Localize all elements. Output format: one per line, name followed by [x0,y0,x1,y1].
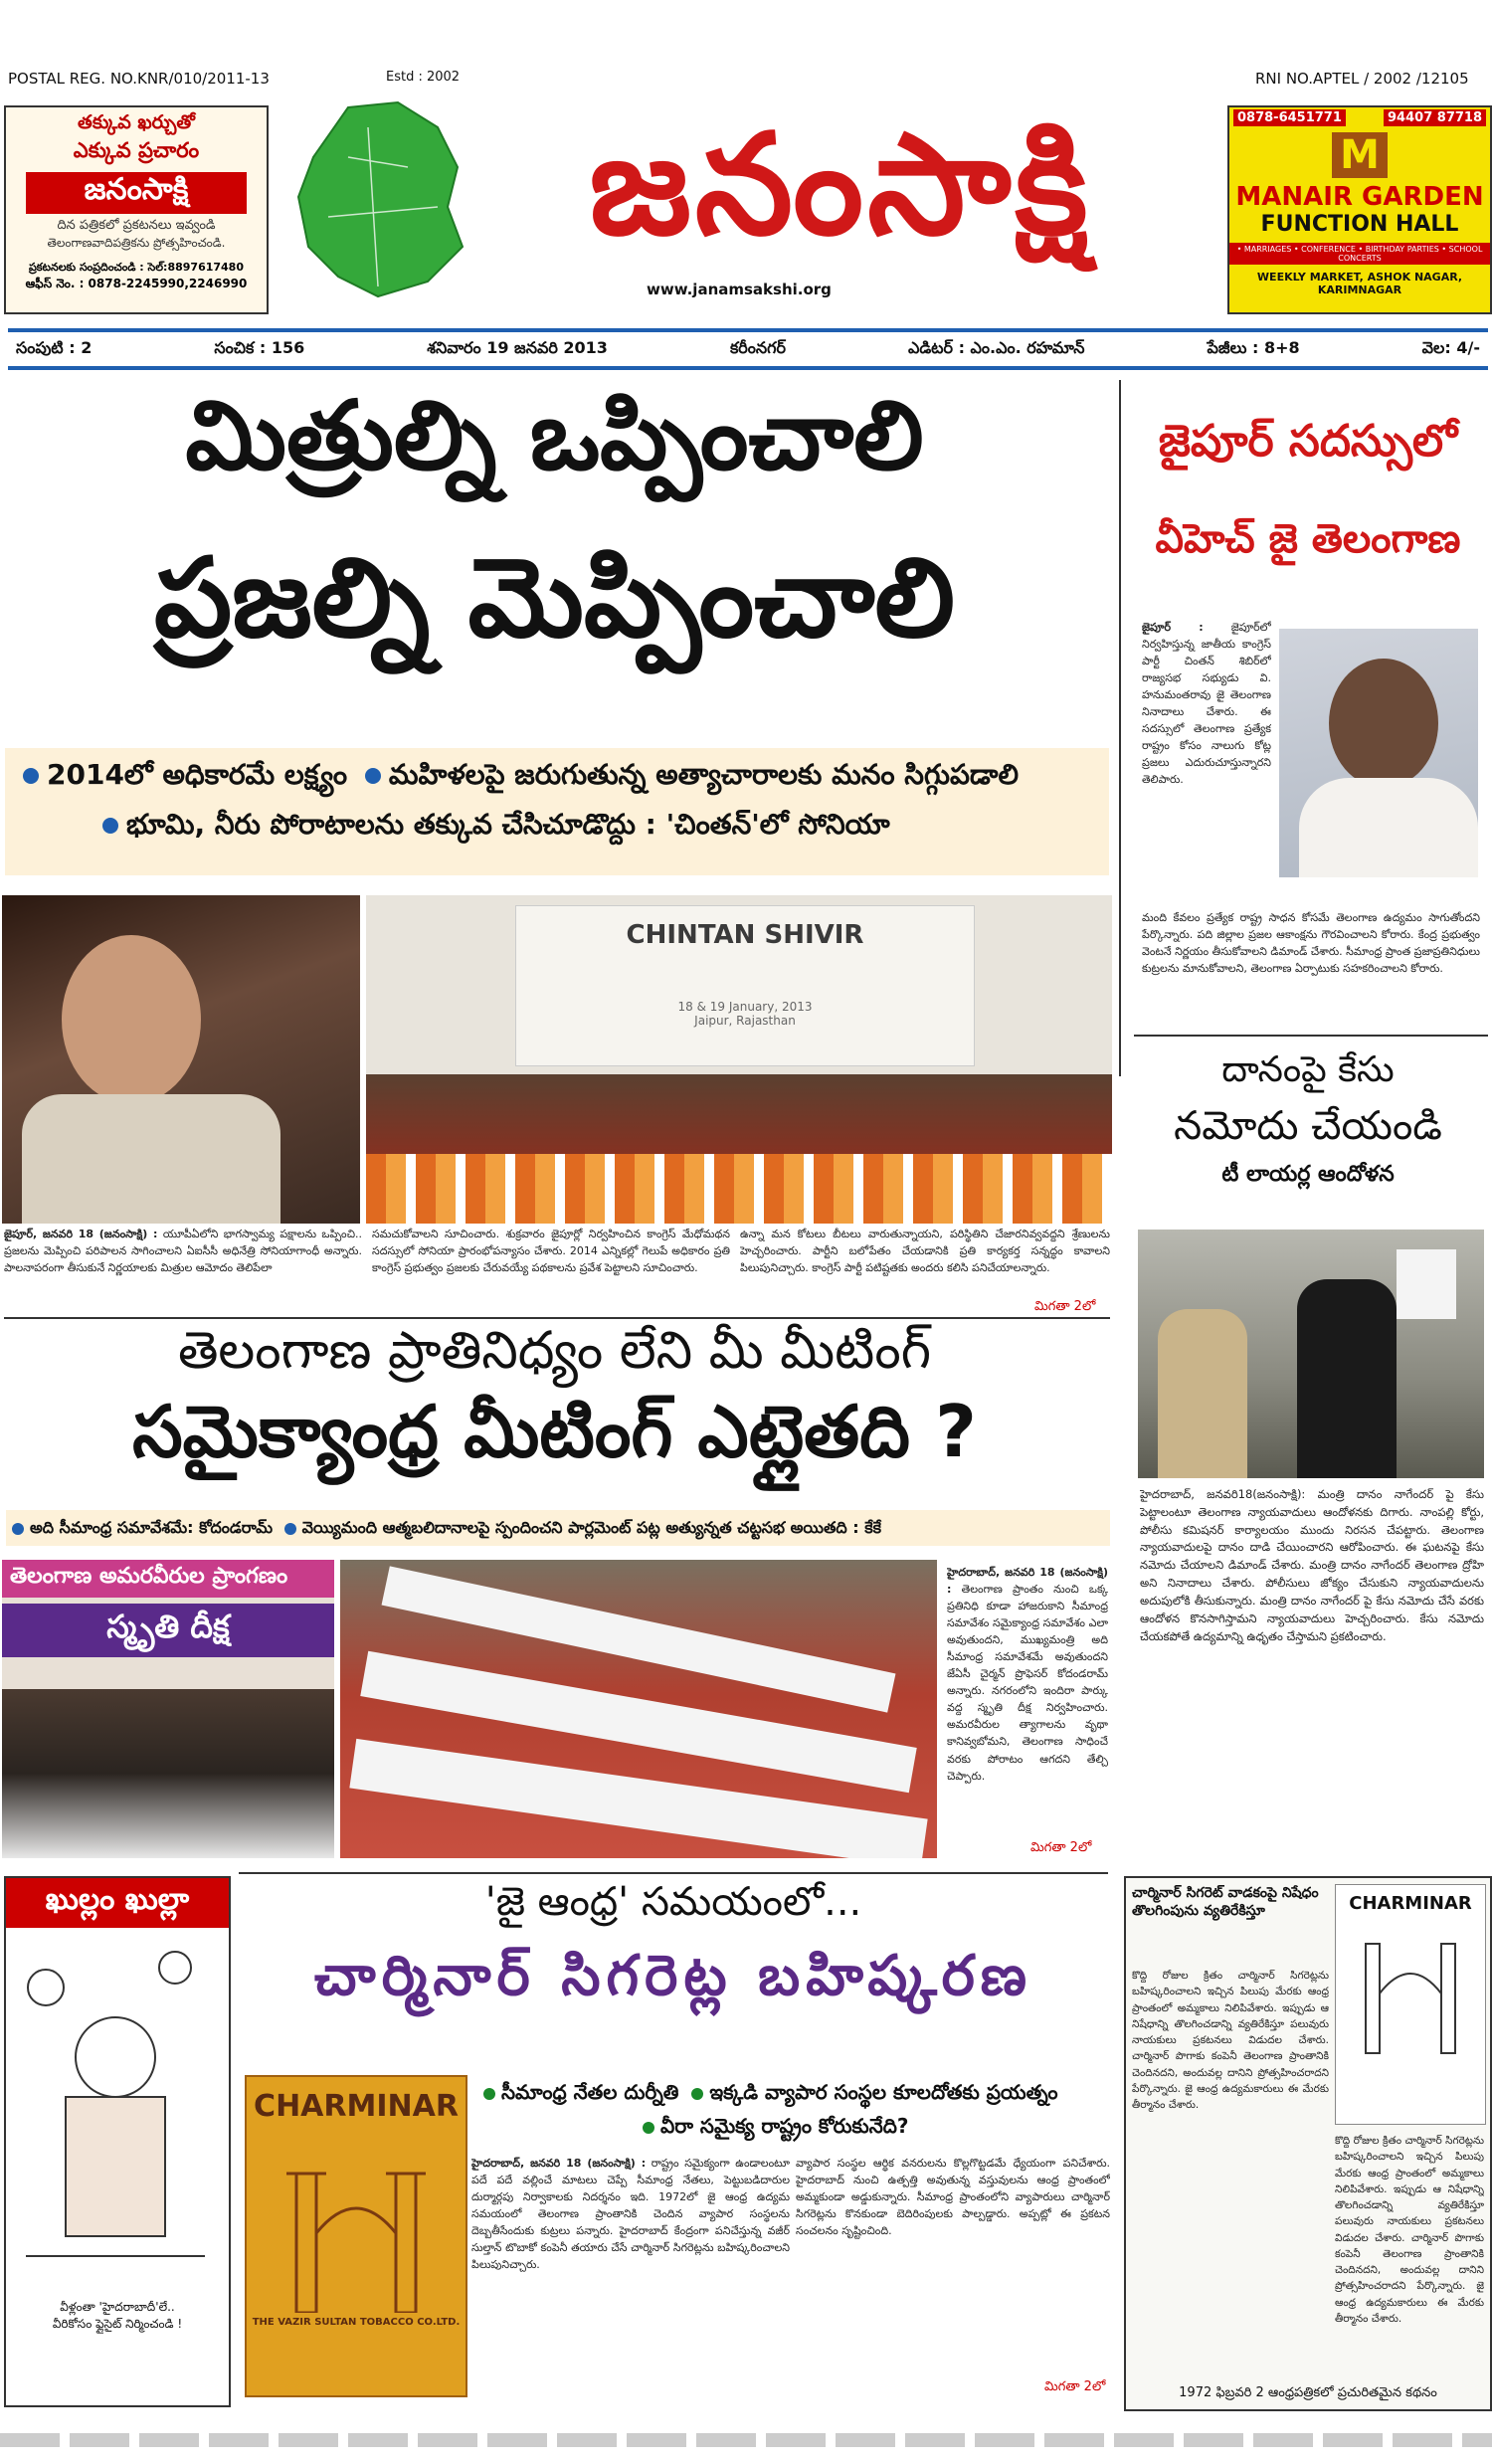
charminar-body-col2: వ్యాపార సంస్థల ఆర్థిక వనరులను కొల్లగొట్టడమే ధ్యేయంగా పనిచేశారు. హైదరాబాద్ నుంచి ఉత్పత్తి అవుతున్న వస్తువులను ఆంధ్ర ప్రాంతంలో అమ్మకుండా అడ్డుకున్నారు. సీమాంధ్ర ప్రాంతంలోని వ్యాపారులు చార్మినార్ సిగరెట్లను కొనకుండా బెదిరింపులకు పాల్పడ్డారు. అప్పట్లో ఈ ప్రకటన సంచలనం సృష్టించింది. [796,2157,1110,2238]
clipping-pack-label: CHARMINAR [1349,1893,1472,1914]
postal-reg: POSTAL REG. NO.KNR/010/2011-13 [8,70,270,88]
bullet-icon [12,1523,24,1535]
dateline-bar [8,328,1488,370]
lead-body-col3: ఉన్నా మన కోటలు బీటలు వారుతున్నాయని, పరిస్థితిని చేజారనివ్వవద్దని శ్రేణులను హెచ్చరించారు. పార్టీని బలోపేతం చేయడానికి ప్రతి కార్యకర్త సన్నద్ధం కావాలని పిలుపునిచ్చారు. కాంగ్రెస్ పార్టీ పటిష్టతకు అందరు కలిసి పనిచేయాలన్నారు. [740,1228,1110,1275]
cartoon-title: ఖుల్లం ఖుల్లా [6,1878,229,1928]
charminar-continued: మిగతా 2లో [1044,2379,1106,2394]
charminar-headline: చార్మినార్ సిగరెట్ల బహిష్కరణ [313,1943,1033,2008]
ad-line2: ఎక్కువ ప్రచారం [73,138,200,162]
ad-office: ఆఫీస్ నెం. : 0878-2245990,2246990 [25,277,248,290]
charminar-monument-icon [277,2134,436,2313]
charminar-monument-icon [1351,1914,1470,2063]
side1-headline-2: వీహెచ్ జై తెలంగాణ [1155,515,1461,562]
charminar-sub-2: ఇక్కడి వ్యాపార సంస్థల కూలదోతకు ప్రయత్నం [709,2080,1058,2104]
lead-body-col2: సమచుకోవాలని సూచించారు. శుక్రవారం జైపూర్లో నిర్వహించిన కాంగ్రెస్ మేధోమథన సదస్సులో సోనియా ప్రారంభోపన్యాసం చేశారు. 2014 ఎన్నికల్లో గెలుపే అధికారం ప్రతి కాంగ్రెస్ ప్రభుత్వం ప్రజలకు చేరువయ్యే పథకాలను ప్రవేశ పెట్టాలని సూచించారు. [372,1228,730,1275]
second-body: తెలంగాణ ప్రాంతం నుంచి ఒక్క ప్రతినిధి కూడా హాజరుకాని సీమాంధ్ర సమావేశం సమైక్యాంధ్ర సమావేశం ఎలా అవుతుందని, ముఖ్యమంత్రి అది సీమాంధ్ర సమావేశమే అవుతుందని జేఏసీ చైర్మన్ ప్రొఫెసర్ కోదండరామ్ అన్నారు. నగరంలోని ఇందిరా పార్కు వద్ద స్మృతి దీక్ష నిర్వహించారు. అమరవీరుల త్యాగాలను వృథా కానివ్వబోమని, తెలంగాణ సాధించే వరకు పోరాటం ఆగదని తేల్చి చెప్పారు. [947,1583,1108,1783]
charminar-sub-1: సీమాంధ్ర నేతల దుర్నీతి [501,2080,679,2104]
second-continued: మిగతా 2లో [1030,1840,1092,1855]
clipping-pack-image [1335,1884,1486,2125]
side2-sub: టీ లాయర్ల ఆందోళన [1221,1162,1395,1187]
banner-place: Jaipur, Rajasthan [694,1014,796,1028]
ad-line3: దిన పత్రికలో ప్రకటనలు ఇవ్వండి [57,218,216,233]
archive-clipping [1124,1876,1492,2411]
bullet-icon [23,768,39,784]
pack-label: CHARMINAR [254,2089,459,2124]
ad-services: • MARRIAGES • CONFERENCE • BIRTHDAY PARTIES • SCHOOL CONCERTS [1229,243,1490,265]
ad-phone1: 0878-6451771 [1233,109,1346,126]
side2-body: హైదరాబాద్, జనవరి18(జనంసాక్షి): మంత్రి దానం నాగేందర్ పై కేసు పెట్టాలంటూ తెలంగాణ న్యాయవాదులు ఆందోళనకు దిగారు. నాంపల్లి కోర్టు, పోలీసు కమిషనర్ కార్యాలయం ముందు నిరసన చేపట్టారు. తెలంగాణ న్యాయవాదులపై దానం దాడి చేయించారని ఆరోపించారు. ఈ ఘటనపై కేసు నమోదు చేయాలని డిమాండ్ చేశారు. మంత్రి దానం నాగేందర్ తెలంగాణ ద్రోహి అని నినాదాలు చేశారు. పోలీసులు జోక్యం చేసుకుని న్యాయవాదులను అదుపులోకి తీసుకున్నారు. మంత్రి దానం నాగేందర్ పై కేసు నమోదు చేసే వరకు ఆందోళన కొనసాగిస్తామని న్యాయవాదులు హెచ్చరించారు. కేసు నమోదు చేయకపోతే ఉద్యమాన్ని ఉధృతం చేస్తామని ప్రకటించారు. [1140,1487,1484,1643]
charminar-subheads [477,2075,1114,2143]
cartoon-caption-2: వీరికోసం ఫ్లైసైట్ నిర్మించండి ! [52,2317,183,2331]
side1-body-left-text: జైపూర్‌లో నిర్వహిస్తున్న జాతీయ కాంగ్రెస్ పార్టీ చింతన్ శిబిర్‌లో రాజ్యసభ సభ్యుడు వి. హనుమంతరావు జై తెలంగాణ నినాదాలు చేశారు. ఈ సదస్సులో తెలంగాణ ప్రత్యేక రాష్ట్రం కోసం నాలుగు కోట్ల ప్రజలు ఎదురుచూస్తున్నారని తెలిపారు. [1142,621,1271,787]
second-subheads [6,1510,1110,1546]
manair-logo-icon: M [1332,132,1388,178]
sonia-gandhi-photo [2,895,360,1224]
bullet-icon [284,1523,296,1535]
side1-headline-1: జైపూర్ సదస్సులో [1158,416,1458,467]
charminar-body-col1 [471,2155,790,2403]
ad-venue-sub: FUNCTION HALL [1260,212,1459,237]
lead-sub-1a: 2014లో అధికారమే లక్ష్యం [47,758,348,791]
telangana-map-icon [288,97,467,306]
ad-contact: ప్రకటనలకు సంప్రదించండి : సెల్:8897617480 [28,261,244,274]
pack-maker: THE VAZIR SULTAN TOBACCO CO.LTD. [252,2317,461,2328]
bullet-icon [483,2088,495,2100]
newspaper-title: జనంసాక్షి [589,104,1092,267]
place: కరీంనగర్ [729,337,786,357]
charminar-sub-3: వీరా సమైక్య రాష్ట్రం కోరుకునేది? [660,2114,909,2138]
lawyers-protest-photo [1138,1230,1484,1478]
rni-number: RNI NO.APTEL / 2002 /12105 [1255,70,1469,88]
divider [239,1872,1108,1874]
second-body-col [947,1564,1108,1858]
lead-headline-2: ప్రజల్ని మెప్పించాలి [153,533,956,662]
banner-date: 18 & 19 January, 2013 [677,1000,813,1014]
clipping-title: చార్మినార్ సిగరెట్ వాడకంపై నిషేధం తొలగింపును వ్యతిరేకిస్తూ [1132,1885,1319,1920]
price: వెల: 4/- [1421,337,1480,357]
cartoon-drawing-icon [6,1928,229,2296]
divider [1134,1035,1488,1037]
side1-body: మంది కేవలం ప్రత్యేక రాష్ట్ర సాధన కోసమే తెలంగాణ ఉద్యమం సాగుతోందని పేర్కొన్నారు. పది జిల్లాల ప్రజల ఆకాంక్షను గౌరవించాలని కోరారు. కేంద్ర ప్రభుత్వం వెంటనే నిర్ణయం తీసుకోవాలని డిమాండ్ చేశారు. సీమాంధ్ర ప్రాంత ప్రజాప్రతినిధులు కుట్రలను మానుకోవాలని, తెలంగాణ ఏర్పాటుకు సహకరించాలని కోరారు. [1142,911,1480,976]
smruti-deeksha-photo [2,1560,334,1858]
lead-body-col1 [4,1226,362,1315]
second-sub-2: వెయ్యిమంది ఆత్మబలిదానాలపై స్పందించని పార్లమెంట్ పట్ల అత్యున్నత చట్టసభ అయితది : కేకే [301,1518,881,1537]
side1-dateline: జైపూర్ : [1142,621,1204,634]
pages: పేజీలు : 8+8 [1207,337,1300,357]
bullet-icon [643,2122,654,2134]
side1-body-left [1142,619,1271,907]
bullet-icon [691,2088,703,2100]
volume: సంపుటి : 2 [16,337,93,357]
chintan-shivir-photo [366,895,1112,1224]
bullet-icon [365,768,381,784]
left-advert [4,105,269,314]
second-dateline: హైదరాబాద్, జనవరి 18 (జనంసాక్షి) : [947,1566,1108,1597]
cartoon-box [4,1876,231,2407]
vh-photo [1279,629,1478,877]
lead-headline-1: మిత్రుల్ని ఒప్పించాలి [185,379,924,491]
ad-brand: జనంసాక్షి [26,172,247,214]
website-link[interactable]: www.janamsakshi.org [647,281,832,298]
ad-address: WEEKLY MARKET, ASHOK NAGAR, KARIMNAGAR [1256,271,1463,296]
cartoon-caption-1: వీళ్లంతా 'హైదరాబాదీ'లే.. [60,2300,175,2314]
print-registration-strip [0,2433,1492,2447]
lead-continued: మిగతా 2లో [1034,1299,1096,1314]
side2-headline-2: నమోదు చేయండి [1174,1103,1442,1149]
lead-sub-1b: మహిళలపై జరుగుతున్న అత్యాచారాలకు మనం సిగ్గుపడాలి [388,758,1019,791]
photo-banner-1: తెలంగాణ అమరవీరుల ప్రాంగణం [2,1560,334,1598]
lead-dateline: జైపూర్, జనవరి 18 (జనంసాక్షి) : [4,1228,158,1240]
charminar-kicker: 'జై ఆంధ్ర' సమయంలో... [484,1879,862,1925]
charminar-pack-image [245,2075,467,2397]
ad-venue-name: MANAIR GARDEN [1235,182,1484,212]
second-sub-1: అది సీమాంధ్ర సమావేశమే: కోదండరామ్ [30,1518,274,1537]
second-headline-2: సమైక్యాంధ్ర మీటింగ్ ఎట్లైతది ? [132,1390,977,1473]
clipping-body-right: కొద్ది రోజుల క్రితం చార్మినార్ సిగరెట్లను బహిష్కరించాలని ఇచ్చిన పిలుపు మేరకు ఆంధ్ర ప్రాంతంలో అమ్మకాలు నిలిపివేశారు. ఇప్పుడు ఆ నిషేధాన్ని తొలగించడాన్ని వ్యతిరేకిస్తూ పలువురు నాయకులు ప్రకటనలు విడుదల చేశారు. చార్మినార్ పొగాకు కంపెనీ తెలంగాణ ప్రాంతానికి చెందినదని, అందువల్ల దానిని ప్రోత్సహించరాదని పేర్కొన్నారు. జై ఆంధ్ర ఉద్యమకారులు ఈ మేరకు తీర్మానం చేశారు. [1335,2135,1484,2325]
ad-line1: తక్కువ ఖర్చుతో [78,111,195,133]
clipping-caption: 1972 ఫిబ్రవరి 2 ఆంధ్రపత్రికలో ప్రచురితమైన కథనం [1179,2385,1437,2400]
clipping-body-left: కొద్ది రోజుల క్రితం చార్మినార్ సిగరెట్లను బహిష్కరించాలని ఇచ్చిన పిలుపు మేరకు ఆంధ్ర ప్రాంతంలో అమ్మకాలు నిలిపివేశారు. ఇప్పుడు ఆ నిషేధాన్ని తొలగించడాన్ని వ్యతిరేకిస్తూ పలువురు నాయకులు ప్రకటనలు విడుదల చేశారు. చార్మినార్ పొగాకు కంపెనీ తెలంగాణ ప్రాంతానికి చెందినదని, అందువల్ల దానిని ప్రోత్సహించరాదని పేర్కొన్నారు. జై ఆంధ్ర ఉద్యమకారులు ఈ మేరకు తీర్మానం చేశారు. [1132,1970,1329,2112]
editor: ఎడిటర్ : ఎం.ఎం. రహమాన్ [907,337,1085,357]
charminar-dateline: హైదరాబాద్, జనవరి 18 (జనంసాక్షి) : [471,2157,647,2170]
divider [4,1317,1110,1319]
lead-body-1: యూపీఏలోని భాగస్వామ్య పక్షాలను ఒప్పించి.. ప్రజలను మెప్పించి పరిపాలన సాగించాలని ఏఐసీసీ అధినేత్రి సోనియాగాంధీ అన్నారు. పాలనాపరంగా తీసుకునే నిర్ణయాలకు మిత్రుల ఆమోదం తెలిపేలా [4,1228,362,1275]
martyrs-tribute-photo [340,1560,937,1858]
lead-subheads [5,748,1109,875]
bullet-icon [102,818,118,834]
right-advert [1227,105,1492,314]
side2-headline-1: దానంపై కేసు [1221,1049,1395,1090]
lead-sub-2: భూమి, నీరు పోరాటాలను తక్కువ చేసిచూడొద్దు : 'చింతన్'లో సోనియా [126,808,890,841]
issue-date: శనివారం 19 జనవరి 2013 [427,337,608,357]
charminar-body: రాష్ట్రం సమైక్యంగా ఉండాలంటూ పదే పదే వల్లించే మాటలు చెప్పే సీమాంధ్ర నేతలు, పెట్టుబడిదారుల దుర్మార్గపు నిర్వాకాలకు నిదర్శనం ఇది. 1972లో జై ఆంధ్ర ఉద్యమ సమయంలో తెలంగాణ ప్రాంతానికి చెందిన వ్యాపార సంస్థలను దెబ్బతీసేందుకు కుట్రలు పన్నారు. హైదరాబాద్ కేంద్రంగా పనిచేస్తున్న వజీర్ సుల్తాన్ టొబాకో కంపెనీ తయారు చేసే చార్మినార్ సిగరెట్లను బహిష్కరించాలని పిలుపునిచ్చారు. [471,2157,790,2272]
ad-phone2: 94407 87718 [1384,109,1486,126]
estd: Estd : 2002 [386,70,461,85]
ad-line4: తెలంగాణవాదిపత్రికను ప్రోత్సహించండి. [47,236,226,250]
second-headline-1: తెలంగాణ ప్రాతినిధ్యం లేని మీ మీటింగ్ [177,1321,932,1381]
issue: సంచిక : 156 [214,337,305,357]
banner-title: CHINTAN SHIVIR [626,920,864,950]
photo-banner-2: స్మృతి దీక్ష [2,1604,334,1657]
